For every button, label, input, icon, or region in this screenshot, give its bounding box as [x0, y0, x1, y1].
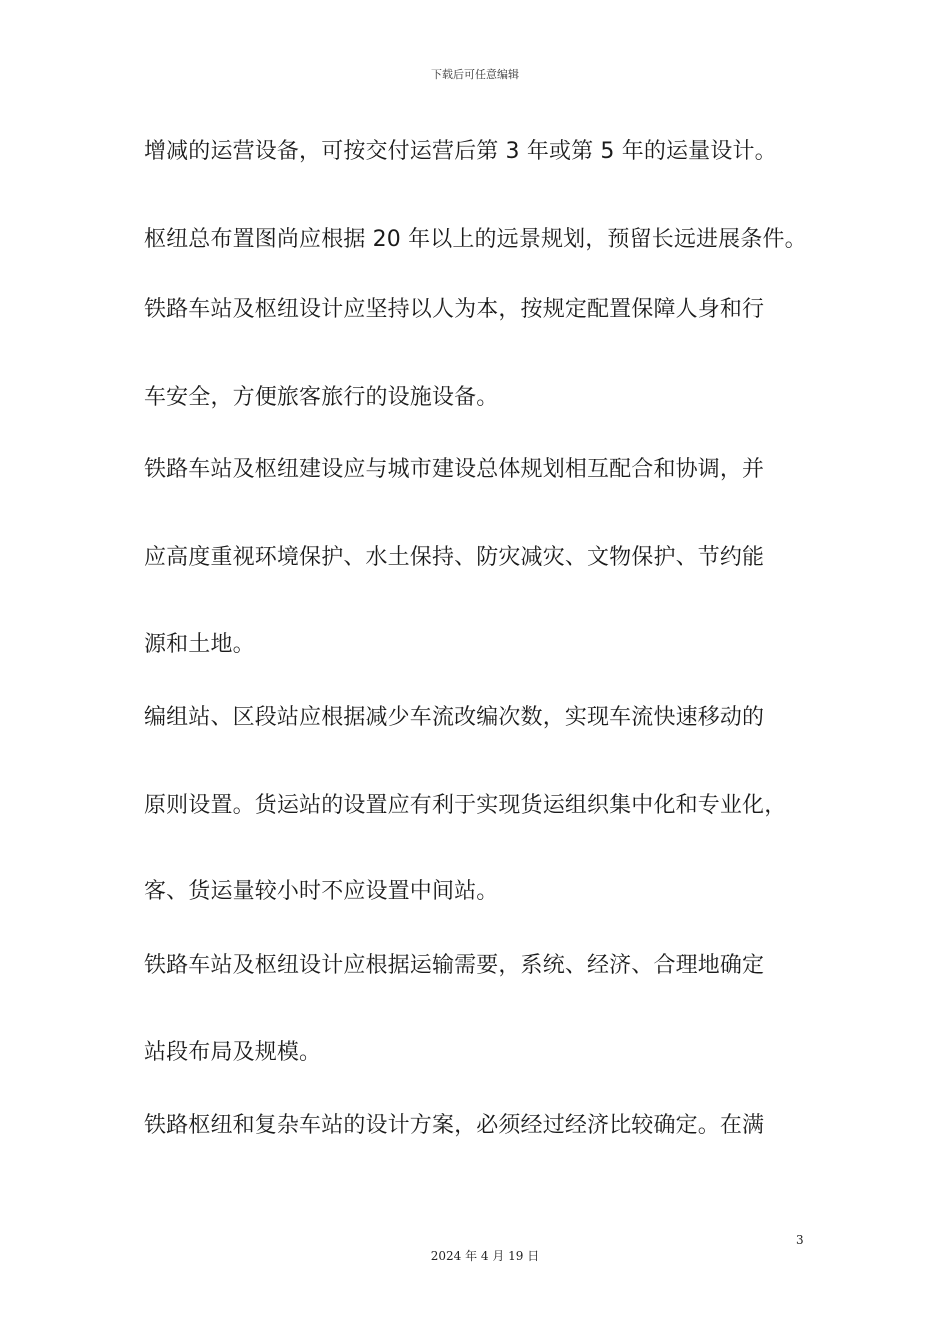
body-line-4: 车安全，方便旅客旅行的设施设备。	[144, 385, 499, 410]
page-header: 下载后可任意编辑	[431, 68, 519, 81]
body-line-13: 铁路枢纽和复杂车站的设计方案，必须经过经济比较确定。在满	[144, 1113, 765, 1138]
body-line-6: 应高度重视环境保护、水土保持、防灾减灾、文物保护、节约能	[144, 545, 765, 570]
body-line-5: 铁路车站及枢纽建设应与城市建设总体规划相互配合和协调，并	[144, 457, 765, 482]
body-line-11: 铁路车站及枢纽设计应根据运输需要，系统、经济、合理地确定	[144, 953, 765, 978]
body-line-3: 铁路车站及枢纽设计应坚持以人为本，按规定配置保障人身和行	[144, 297, 765, 322]
body-line-2: 枢纽总布置图尚应根据 20 年以上的远景规划，预留长远进展条件。	[144, 227, 807, 252]
body-line-10: 客、货运量较小时不应设置中间站。	[144, 879, 499, 904]
footer-date: 2024 年 4 月 19 日	[430, 1249, 540, 1263]
body-line-7: 源和土地。	[144, 632, 255, 657]
body-line-12: 站段布局及规模。	[144, 1040, 322, 1065]
body-line-8: 编组站、区段站应根据减少车流改编次数，实现车流快速移动的	[144, 705, 765, 730]
body-line-9: 原则设置。货运站的设置应有利于实现货运组织集中化和专业化，	[144, 793, 787, 818]
page-number: 3	[796, 1233, 804, 1247]
body-line-1: 增减的运营设备，可按交付运营后第 3 年或第 5 年的运量设计。	[144, 139, 777, 164]
